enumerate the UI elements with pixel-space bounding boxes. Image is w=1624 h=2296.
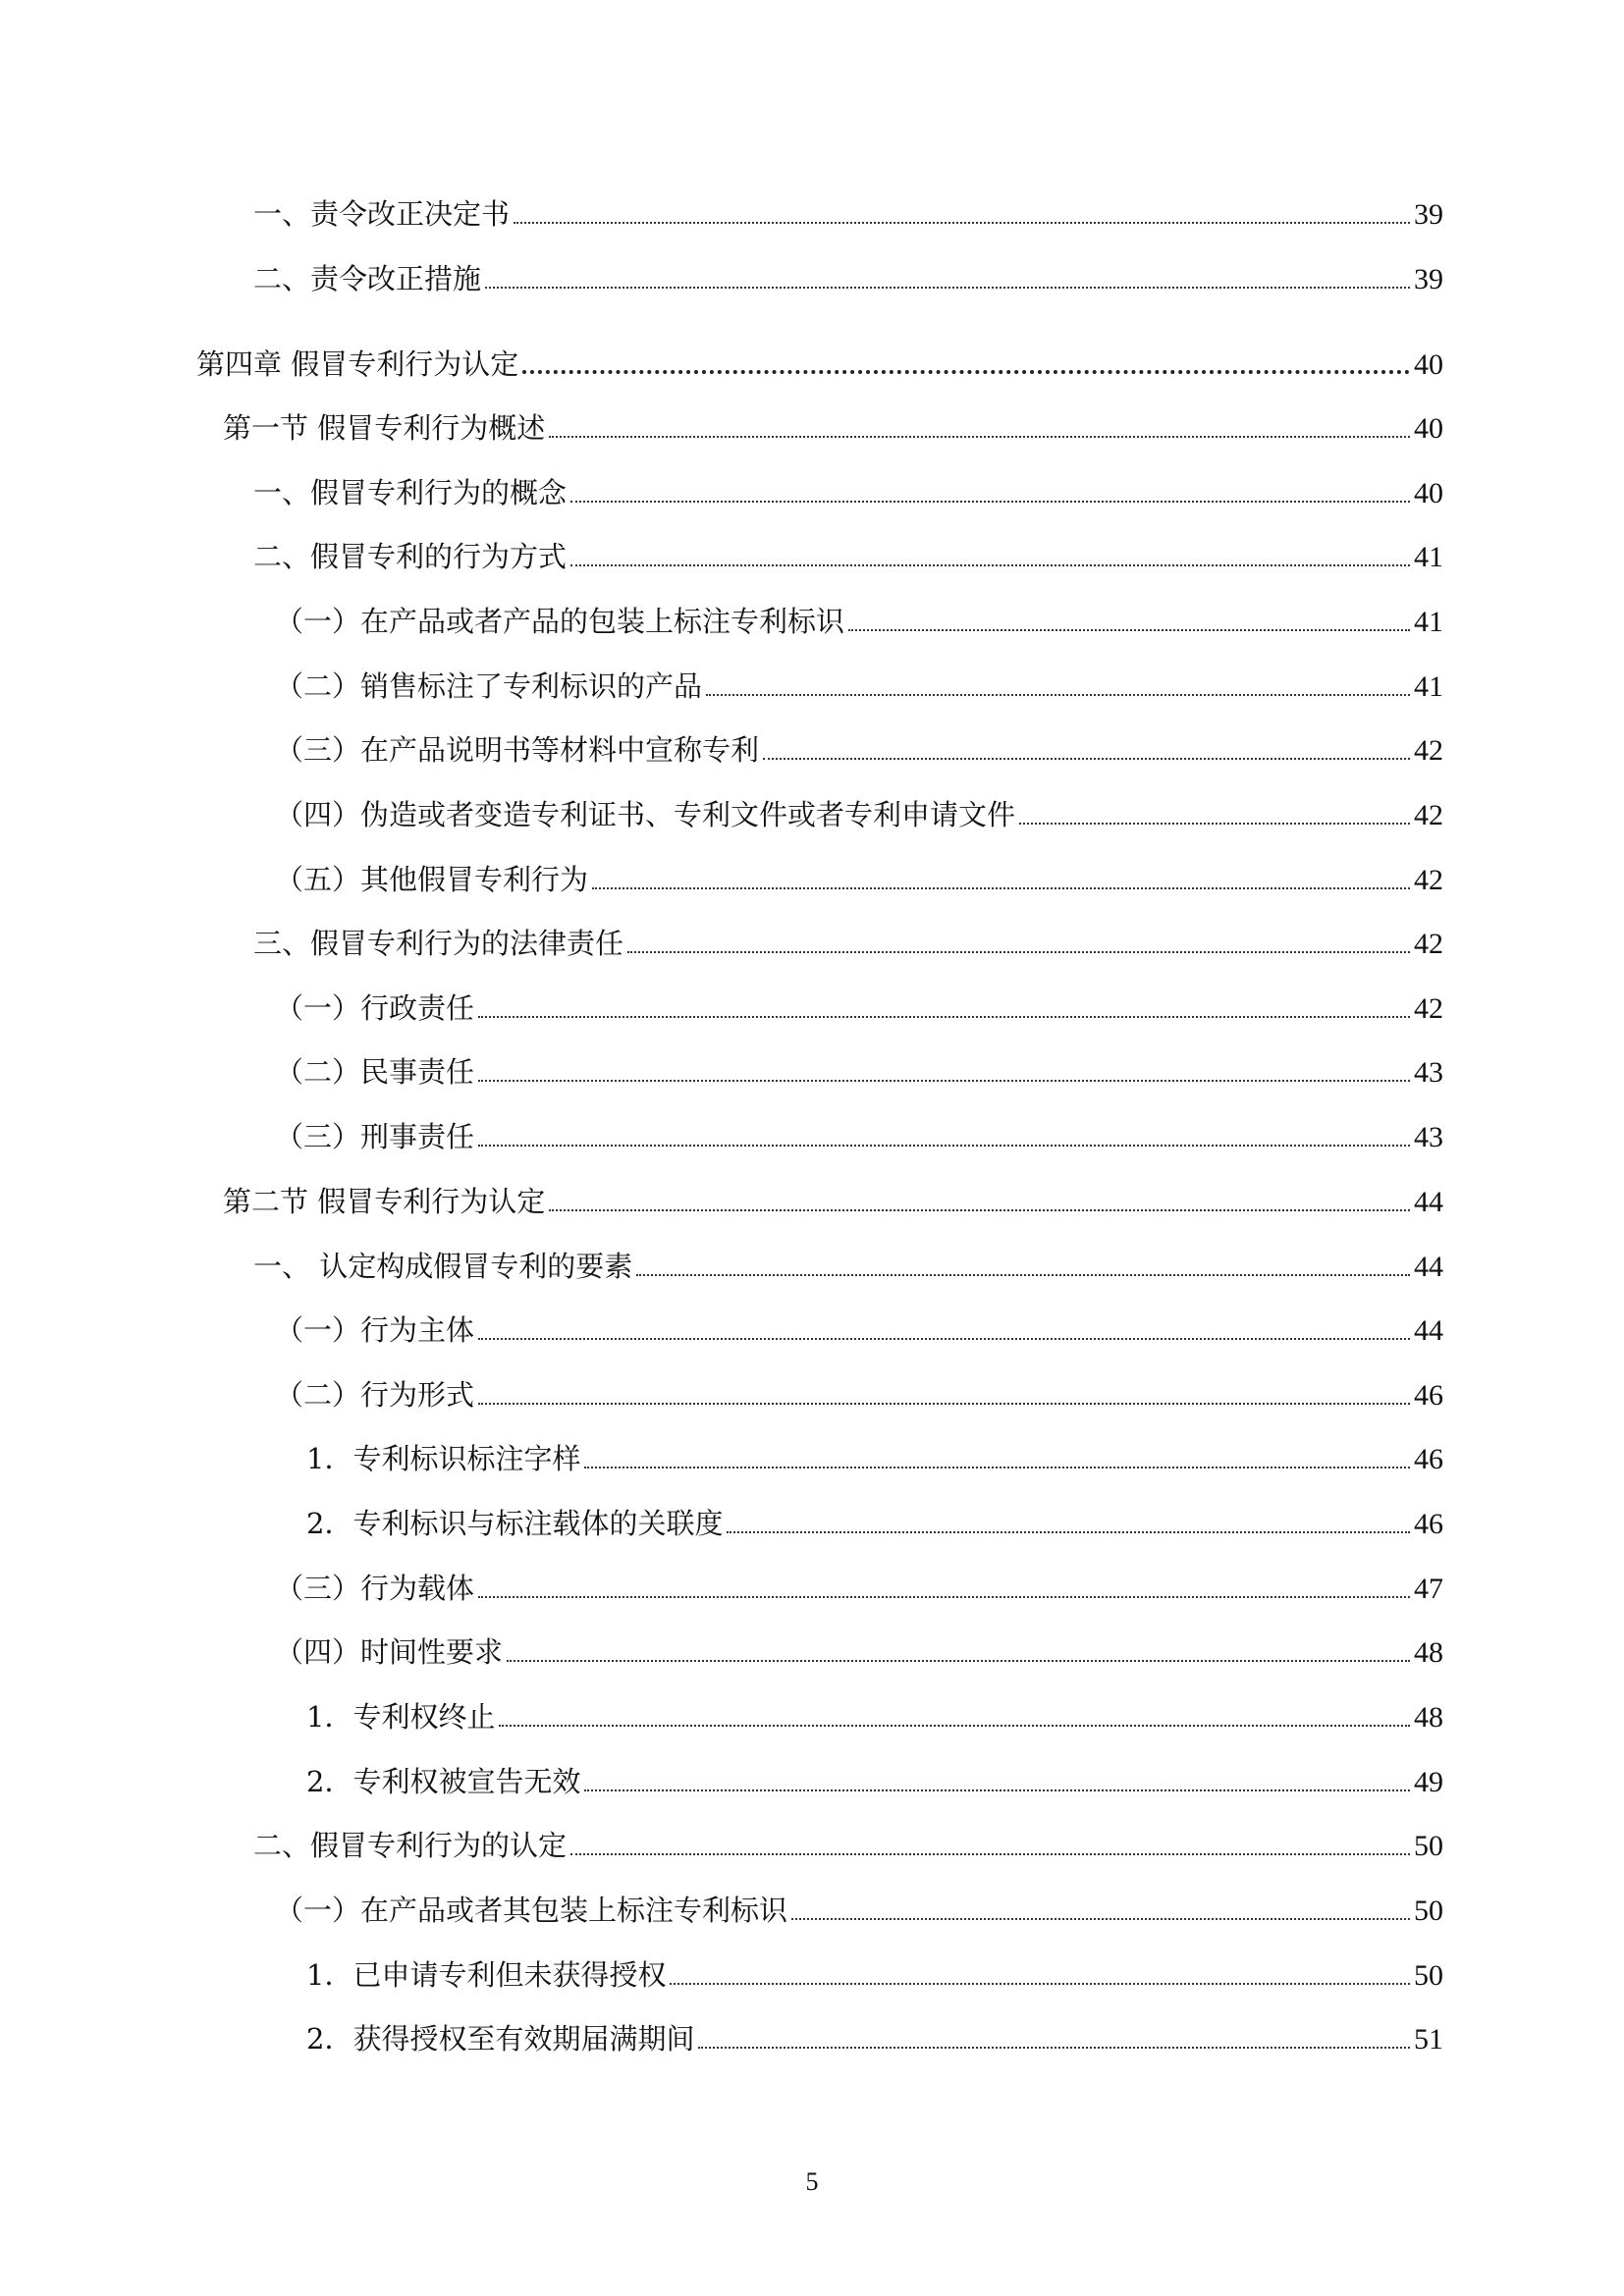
dot-leader (478, 1079, 1410, 1082)
dot-leader (1019, 822, 1410, 825)
toc-entry-title: 第二节 假冒专利行为认定 (223, 1185, 546, 1218)
toc-entry-page: 46 (1414, 1443, 1443, 1475)
toc-entry-page: 40 (1414, 477, 1443, 509)
toc-entry-page: 41 (1414, 670, 1443, 703)
toc-entry-row[interactable] (275, 858, 1443, 901)
toc-entry-title: （二）销售标注了专利标识的产品 (275, 669, 703, 703)
toc-entry-title: 1．专利权终止 (306, 1700, 496, 1734)
toc-entry-row[interactable] (253, 257, 1443, 300)
page-number: 5 (805, 2167, 819, 2196)
toc-entry-page: 43 (1414, 1056, 1443, 1089)
toc-entry-title: （四）时间性要求 (275, 1635, 504, 1669)
toc-entry-page: 42 (1414, 799, 1443, 831)
toc-entry-title: （一）在产品或者其包装上标注专利标识 (275, 1894, 788, 1927)
toc-entry-page: 50 (1414, 1959, 1443, 1992)
toc-entry-row[interactable] (306, 1502, 1443, 1545)
toc-entry-row[interactable] (275, 665, 1443, 708)
toc-entry-row[interactable] (275, 1373, 1443, 1416)
dot-leader (727, 1530, 1410, 1533)
toc-entry-page: 40 (1414, 412, 1443, 445)
dot-leader (670, 1982, 1410, 1985)
toc-entry-title: （一）行政责任 (275, 991, 475, 1025)
dot-leader (485, 286, 1410, 289)
toc-entry-row[interactable] (275, 1115, 1443, 1158)
toc-entry-title: （二）行为形式 (275, 1378, 475, 1412)
toc-entry-row[interactable] (275, 1630, 1443, 1674)
toc-entry-row[interactable] (275, 793, 1443, 836)
toc-entry-title: 一、责令改正决定书 (253, 197, 511, 231)
toc-entry-title: 二、责令改正措施 (253, 262, 482, 295)
dot-leader (698, 2046, 1410, 2049)
toc-entry-row[interactable] (275, 1567, 1443, 1610)
toc-entry-page: 42 (1414, 734, 1443, 767)
dot-leader (570, 1852, 1410, 1855)
toc-entry-title: 三、假冒专利行为的法律责任 (253, 927, 624, 960)
toc-entry-page: 40 (1414, 348, 1443, 381)
toc-entry-page: 49 (1414, 1766, 1443, 1798)
dot-leader (570, 500, 1410, 503)
toc-entry-page: 48 (1414, 1636, 1443, 1669)
toc-entry-page: 48 (1414, 1701, 1443, 1734)
dot-leader (636, 1273, 1410, 1276)
toc-entry-title: 一、假冒专利行为的概念 (253, 476, 568, 509)
toc-entry-title: 二、假冒专利行为的认定 (253, 1829, 568, 1862)
toc-entry-page: 46 (1414, 1379, 1443, 1412)
dot-leader (570, 563, 1410, 566)
dot-leader (478, 1337, 1410, 1340)
toc-entry-row[interactable] (275, 600, 1443, 643)
dot-leader (507, 1659, 1410, 1662)
toc-entry-page: 46 (1414, 1508, 1443, 1540)
toc-entry-row[interactable] (306, 2017, 1443, 2060)
toc-entry-row[interactable] (306, 1760, 1443, 1803)
toc-entry-row[interactable] (253, 922, 1443, 965)
toc-entry-row[interactable] (253, 1245, 1443, 1288)
toc-entry-title: （三）行为载体 (275, 1572, 475, 1605)
toc-entry-page: 39 (1414, 263, 1443, 295)
toc-entry-row[interactable] (306, 1953, 1443, 1997)
toc-entry-row[interactable] (306, 1695, 1443, 1738)
toc-entry-page: 42 (1414, 928, 1443, 960)
dot-leader (478, 1015, 1410, 1018)
toc-entry-row[interactable] (306, 1437, 1443, 1480)
toc-entry-row[interactable] (275, 1050, 1443, 1094)
dot-leader (478, 1402, 1410, 1405)
dot-leader (763, 757, 1410, 760)
toc-chapter-row[interactable] (196, 343, 1443, 386)
dot-leader (627, 950, 1410, 953)
toc-entry-page: 50 (1414, 1830, 1443, 1862)
toc-entry-title: 第一节 假冒专利行为概述 (223, 411, 546, 445)
toc-entry-title: （一）在产品或者产品的包装上标注专利标识 (275, 605, 845, 638)
toc-entry-row[interactable] (253, 535, 1443, 578)
toc-entry-row[interactable] (253, 1824, 1443, 1867)
toc-entry-page: 44 (1414, 1251, 1443, 1283)
toc-entry-title: 二、假冒专利的行为方式 (253, 540, 568, 573)
toc-entry-title: 2．专利权被宣告无效 (306, 1765, 581, 1798)
toc-entry-title: 一、 认定构成假冒专利的要素 (253, 1250, 633, 1283)
dot-leader (584, 1466, 1410, 1468)
toc-entry-page: 42 (1414, 864, 1443, 896)
toc-entry-page: 51 (1414, 2023, 1443, 2056)
toc-entry-row[interactable] (253, 192, 1443, 236)
toc-entry-page: 50 (1414, 1895, 1443, 1927)
toc-entry-title: 第四章 假冒专利行为认定 (196, 347, 519, 381)
toc-entry-title: （五）其他假冒专利行为 (275, 863, 589, 896)
toc-entry-title: （三）刑事责任 (275, 1120, 475, 1153)
dot-leader (522, 369, 1410, 374)
toc-section-row[interactable] (223, 1180, 1443, 1223)
toc-entry-page: 44 (1414, 1314, 1443, 1347)
toc-entry-title: 2．专利标识与标注载体的关联度 (306, 1507, 724, 1540)
toc-entry-page: 43 (1414, 1121, 1443, 1153)
toc-entry-page: 41 (1414, 606, 1443, 638)
toc-entry-row[interactable] (275, 987, 1443, 1030)
toc-entry-title: （二）民事责任 (275, 1055, 475, 1089)
toc-entry-title: （四）伪造或者变造专利证书、专利文件或者专利申请文件 (275, 798, 1016, 831)
toc-entry-page: 42 (1414, 992, 1443, 1025)
toc-entry-row[interactable] (275, 1308, 1443, 1352)
toc-entry-page: 47 (1414, 1573, 1443, 1605)
toc-entry-title: （一）行为主体 (275, 1313, 475, 1347)
toc-entry-row[interactable] (275, 728, 1443, 772)
toc-entry-page: 41 (1414, 541, 1443, 573)
dot-leader (848, 628, 1410, 631)
toc-entry-page: 44 (1414, 1186, 1443, 1218)
dot-leader (592, 886, 1410, 889)
toc-entry-row[interactable] (253, 471, 1443, 514)
dot-leader (499, 1724, 1410, 1727)
toc-entry-page: 39 (1414, 198, 1443, 231)
toc-entry-row[interactable] (275, 1889, 1443, 1932)
dot-leader (549, 435, 1410, 438)
toc-entry-title: 1．专利标识标注字样 (306, 1442, 581, 1475)
toc-entry-title: 1．已申请专利但未获得授权 (306, 1958, 667, 1992)
toc-entry-title: （三）在产品说明书等材料中宣称专利 (275, 733, 760, 767)
dot-leader (584, 1789, 1410, 1791)
dot-leader (549, 1208, 1410, 1211)
dot-leader (791, 1917, 1410, 1920)
dot-leader (478, 1595, 1410, 1598)
dot-leader (514, 221, 1410, 224)
dot-leader (478, 1144, 1410, 1147)
dot-leader (706, 693, 1410, 696)
toc-section-row[interactable] (223, 406, 1443, 450)
toc-entry-title: 2．获得授权至有效期届满期间 (306, 2022, 695, 2056)
